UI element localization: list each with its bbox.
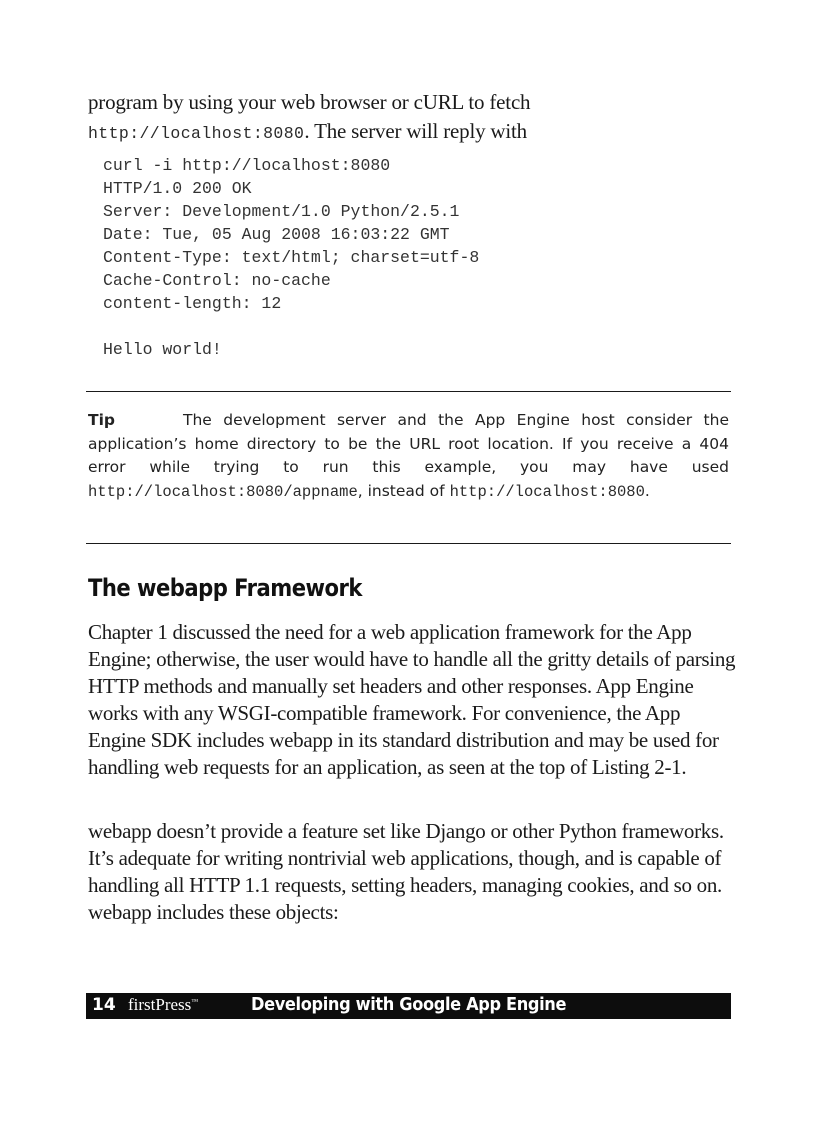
page-footer xyxy=(86,993,731,1019)
code-line: Content-Type: text/html; charset=utf-8 xyxy=(103,248,480,267)
tip-box xyxy=(88,409,729,504)
page-number: 14 xyxy=(92,995,116,1015)
tip-top-rule xyxy=(86,391,731,392)
code-line: curl -i http://localhost:8080 xyxy=(103,156,391,175)
code-line: content-length: 12 xyxy=(103,294,282,313)
code-line: Hello world! xyxy=(103,340,222,359)
code-line: Date: Tue, 05 Aug 2008 16:03:22 GMT xyxy=(103,225,450,244)
tip-code-root-url: http://localhost:8080 xyxy=(449,482,645,501)
intro-text: program by using your web browser or cURL to fetch xyxy=(88,90,531,114)
code-line: Cache-Control: no-cache xyxy=(103,271,331,290)
tip-bottom-rule xyxy=(86,543,731,544)
intro-paragraph xyxy=(88,88,732,148)
book-title: Developing with Google App Engine xyxy=(251,994,567,1015)
tip-text: The development server and the App Engine host consider the application’s home directory to be the URL root location. If you receive a 404 error while trying to run this example, you may have used xyxy=(88,411,729,476)
section-heading: The webapp Framework xyxy=(88,574,362,602)
publisher-brand xyxy=(128,995,198,1015)
intro-text-end: . The server will reply with xyxy=(304,119,527,143)
tip-text-end: . xyxy=(644,481,650,500)
body-paragraph-1: Chapter 1 discussed the need for a web application framework for the App Engine; otherwise, the user would have to handle all the gritty details of parsing HTTP methods and manually set headers and other responses. App Engine works with any WSGI-compatible framework. For convenience, the App Engine SDK includes webapp in its standard distribution and may be used for handling web requests for an application, as seen at the top of Listing 2-1. xyxy=(88,620,736,779)
tip-label: Tip xyxy=(88,411,115,429)
code-listing xyxy=(103,154,479,361)
intro-url: http://localhost:8080 xyxy=(88,124,305,143)
code-line: Server: Development/1.0 Python/2.5.1 xyxy=(103,202,460,221)
trademark-symbol: ™ xyxy=(191,997,199,1006)
tip-text: , instead of xyxy=(357,481,450,500)
tip-code-appname-url: http://localhost:8080/appname xyxy=(88,482,358,501)
body-paragraph-2: webapp doesn’t provide a feature set like Django or other Python frameworks. It’s adequate for writing nontrivial web applications, though, and is capable of handling all HTTP 1.1 requests, setting headers, managing cookies, and so on. webapp includes these objects: xyxy=(88,819,724,924)
code-line: HTTP/1.0 200 OK xyxy=(103,179,252,198)
publisher-brand-name: firstPress xyxy=(128,995,192,1014)
